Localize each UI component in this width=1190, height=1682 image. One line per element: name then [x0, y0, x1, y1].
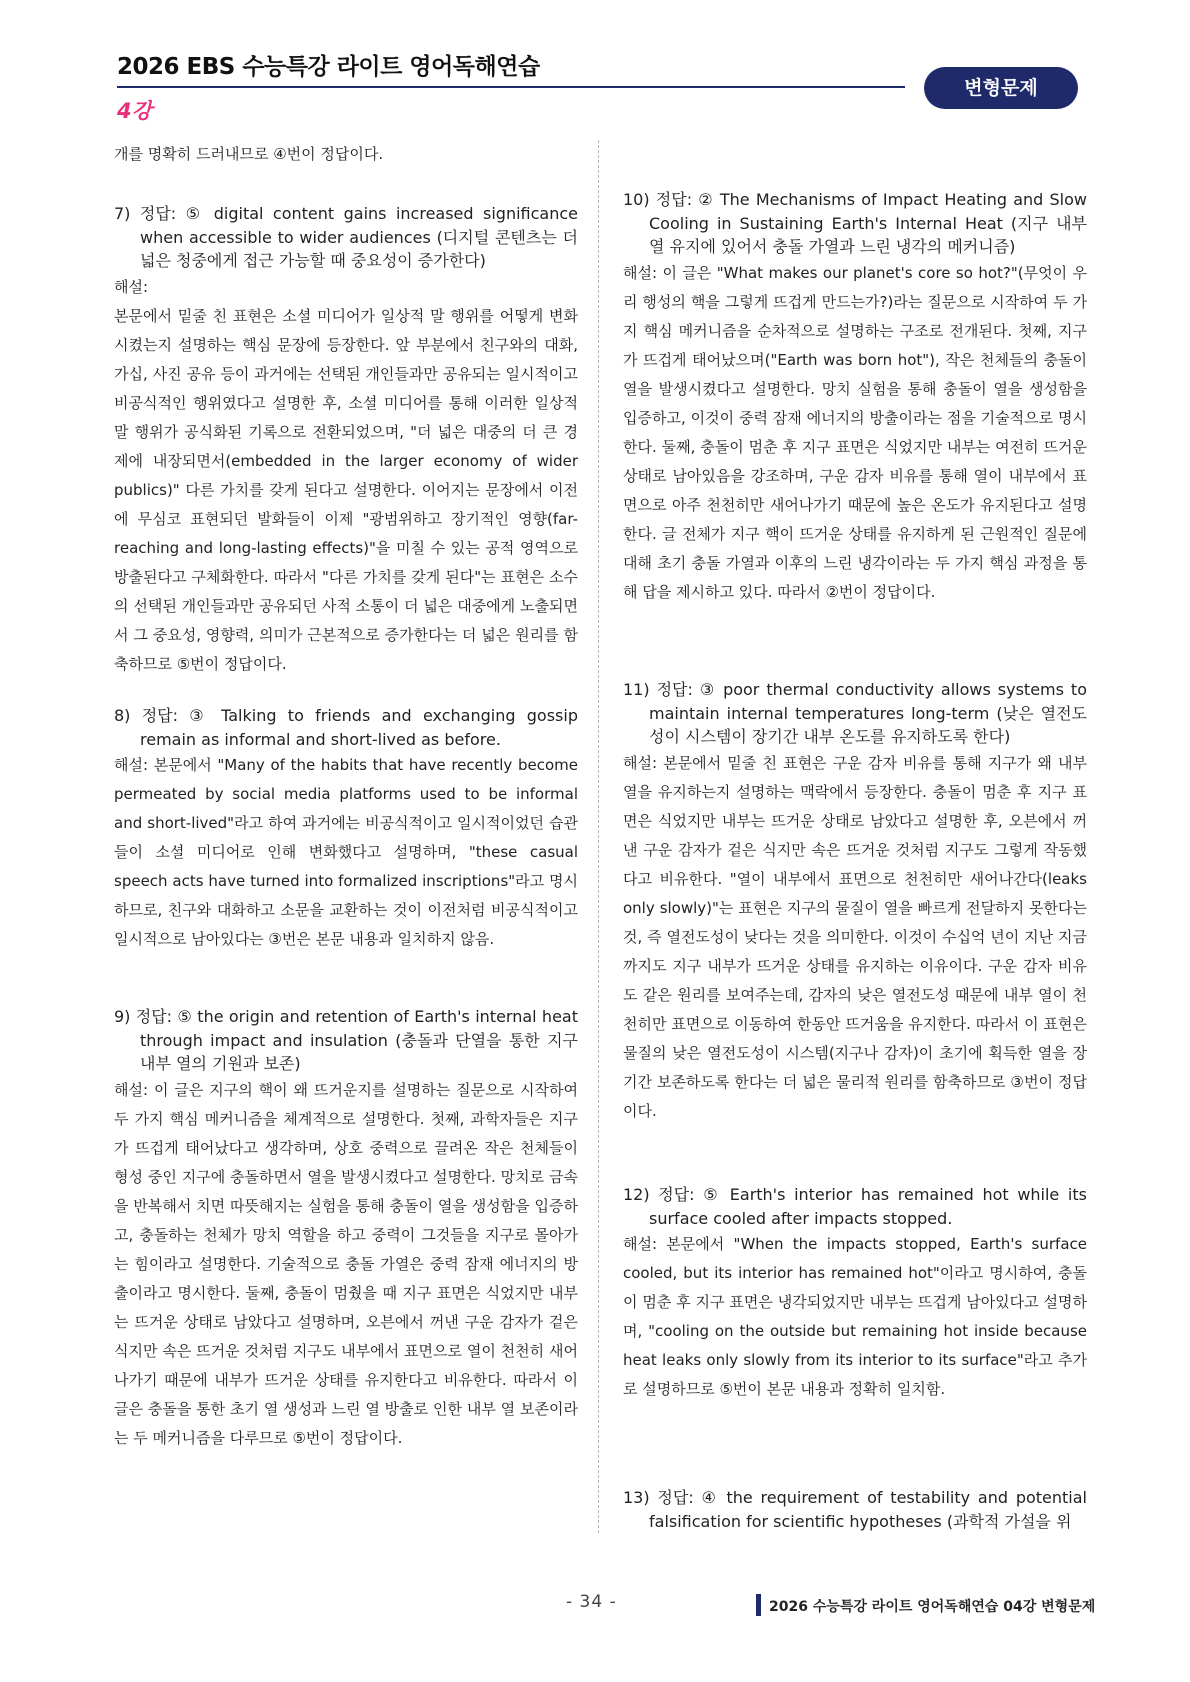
explanation-label: 해설: [114, 277, 149, 296]
question-13 [623, 1486, 1087, 1533]
explanation-text: 해설: 이 글은 지구의 핵이 왜 뜨거운지를 설명하는 질문으로 시작하여 두 가지 핵심 메커니즘을 체계적으로 설명한다. 첫째, 과학자들은 지구가 뜨겁게 태어났다고 생각하며, 상호 중력으로 끌려온 작은 천체들이 형성 중인 지구에 충돌하면서 열을 발생시켰다고 설명한다. 망치로 금속을 반복해서 치면 따뜻해지는 실험을 통해 충돌이 열을 생성함을 입증하고, 충돌하는 천체가 망치 역할을 하고 중력이 그것들을 지구로 몰아가는 힘이라고 설명한다. 기술적으로 충돌 가열은 중력 잠재 에너지의 방출이라고 명시한다. 둘째, 충돌이 멈췄을 때 지구 표면은 식었지만 내부는 뜨거운 상태로 남았다고 설명하며, 오븐에서 꺼낸 구운 감자가 겉은 식지만 속은 뜨거운 것처럼 지구도 내부에서 표면으로 열이 천천히 새어나가기 때문에 내부가 뜨거운 상태를 유지한다고 비유한다. 따라서 이 글은 충돌을 통한 초기 열 생성과 느린 열 방출로 인한 내부 열 보존이라는 두 메커니즘을 다루므로 ⑤번이 정답이다. [114, 1080, 578, 1447]
answer-line: 11) 정답: ③ poor thermal conductivity allows systems to maintain internal temperatures long-term (낮은 열전도성이 시스템이 장기간 내부 온도를 유지하도록 한다) [623, 680, 1087, 746]
answer-line: 8) 정답: ③ Talking to friends and exchanging gossip remain as informal and short-lived as before. [114, 706, 578, 749]
page-header-title: 2026 EBS 수능특강 라이트 영어독해연습 [117, 54, 540, 80]
page-number: - 34 - [566, 1592, 617, 1612]
explanation-text: 해설: 본문에서 "When the impacts stopped, Earth's surface cooled, but its interior has remained hot"이라고 명시하여, 충돌이 멈춘 후 지구 표면은 냉각되었지만 내부는 뜨겁게 남아있다고 설명하며, "cooling on the outside but remaining hot inside because heat leaks only slowly from its interior to its surface"라고 추가로 설명하므로 ⑤번이 본문 내용과 정확히 일치함. [623, 1235, 1087, 1398]
question-10 [623, 188, 1087, 607]
footer-accent-bar [756, 1594, 761, 1616]
answer-line: 9) 정답: ⑤ the origin and retention of Earth's internal heat through impact and insulation (충돌과 단열을 통한 지구 내부 열의 기원과 보존) [114, 1007, 578, 1073]
explanation-text: 해설: 이 글은 "What makes our planet's core so hot?"(무엇이 우리 행성의 핵을 그렇게 뜨겁게 만드는가?)라는 질문으로 시작하여 두 가지 핵심 메커니즘을 순차적으로 설명하는 구조로 전개된다. 첫째, 지구가 뜨겁게 태어났으며("Earth was born hot"), 작은 천체들의 충돌이 열을 발생시켰다고 설명한다. 망치 실험을 통해 충돌이 열을 생성함을 입증하고, 이것이 중력 잠재 에너지의 방출이라는 점을 기술적으로 명시한다. 둘째, 충돌이 멈춘 후 지구 표면은 식었지만 내부는 여전히 뜨거운 상태로 남아있음을 강조하며, 구운 감자 비유를 통해 열이 내부에서 표면으로 아주 천천히만 새어나가기 때문에 높은 온도가 유지된다고 설명한다. 글 전체가 지구 핵이 뜨거운 상태를 유지하게 된 근원적인 질문에 대해 초기 충돌 가열과 이후의 느린 냉각이라는 두 가지 핵심 과정을 통해 답을 제시하고 있다. 따라서 ②번이 정답이다. [623, 263, 1087, 601]
continued-text: 개를 명확히 드러내므로 ④번이 정답이다. [114, 145, 384, 163]
question-12 [623, 1183, 1087, 1404]
header-rule [117, 86, 905, 88]
answer-line: 12) 정답: ⑤ Earth's interior has remained hot while its surface cooled after impacts stopped. [623, 1185, 1087, 1228]
column-divider [598, 140, 599, 1533]
explanation-text: 해설: 본문에서 밑줄 친 표현은 구운 감자 비유를 통해 지구가 왜 내부 열을 유지하는지 설명하는 맥락에서 등장한다. 충돌이 멈춘 후 지구 표면은 식었지만 내부는 뜨거운 상태로 남았다고 설명한 후, 오븐에서 꺼낸 구운 감자가 겉은 식지만 속은 뜨거운 것처럼 지구도 그렇게 작동했다고 비유한다. "열이 내부에서 표면으로 천천히만 새어나간다(leaks only slowly)"는 표현은 지구의 물질이 열을 빠르게 전달하지 못한다는 것, 즉 열전도성이 낮다는 것을 의미한다. 이것이 수십억 년이 지난 지금까지도 지구 내부가 뜨거운 상태를 유지하는 이유이다. 구운 감자 비유도 같은 원리를 보여주는데, 감자의 낮은 열전도성 때문에 내부 열이 천천히만 표면으로 이동하여 한동안 뜨거움을 유지한다. 따라서 이 표현은 물질의 낮은 열전도성이 시스템(지구나 감자)이 초기에 획득한 열을 장기간 보존하도록 한다는 더 넓은 물리적 원리를 함축하므로 ③번이 정답이다. [623, 753, 1087, 1120]
answer-line: 10) 정답: ② The Mechanisms of Impact Heating and Slow Cooling in Sustaining Earth's Internal Heat (지구 내부 열 유지에 있어서 충돌 가열과 느린 냉각의 메커니즘) [623, 190, 1087, 256]
answer-line: 13) 정답: ④ the requirement of testability and potential falsification for scientific hypotheses (과학적 가설을 위 [623, 1488, 1087, 1531]
explanation-text: 본문에서 밑줄 친 표현은 소셜 미디어가 일상적 말 행위를 어떻게 변화시켰는지 설명하는 핵심 문장에 등장한다. 앞 부분에서 친구와의 대화, 가십, 사진 공유 등이 과거에는 선택된 개인들과만 공유되는 일시적이고 비공식적인 행위였다고 설명한 후, 소셜 미디어를 통해 이러한 일상적 말 행위가 공식화된 기록으로 전환되었으며, "더 넓은 대중의 더 큰 경제에 내장되면서(embedded in the larger economy of wider publics)" 다른 가치를 갖게 된다고 설명한다. 이어지는 문장에서 이전에 무심코 표현되던 발화들이 이제 "광범위하고 장기적인 영향(far-reaching and long-lasting effects)"을 미칠 수 있는 공적 영역으로 방출된다고 구체화한다. 따라서 "다른 가치를 갖게 된다"는 표현은 소수의 선택된 개인들과만 공유되던 사적 소통이 더 넓은 대중에게 노출되면서 그 중요성, 영향력, 의미가 근본적으로 증가한다는 더 넓은 원리를 함축하므로 ⑤번이 정답이다. [114, 306, 578, 673]
section-badge: 변형문제 [924, 67, 1078, 109]
question-9 [114, 1005, 578, 1453]
question-8 [114, 704, 578, 954]
unit-label: 4강 [117, 99, 152, 123]
explanation-text: 해설: 본문에서 "Many of the habits that have recently become permeated by social media platforms used to be informal and short-lived"라고 하여 과거에는 비공식적이고 일시적이었던 습관들이 소셜 미디어로 인해 변화했다고 설명하며, "these casual speech acts have turned into formalized inscriptions"라고 명시하므로, 친구와 대화하고 소문을 교환하는 것이 이전처럼 비공식적이고 일시적으로 남아있다는 ③번은 본문 내용과 일치하지 않음. [114, 756, 578, 948]
question-7 [114, 202, 578, 679]
footer-title: 2026 수능특강 라이트 영어독해연습 04강 변형문제 [769, 1599, 1096, 1615]
answer-line: 7) 정답: ⑤ digital content gains increased significance when accessible to wider audiences (디지털 콘텐츠는 더 넓은 청중에게 접근 가능할 때 중요성이 증가한다) [114, 204, 578, 270]
question-11 [623, 678, 1087, 1126]
